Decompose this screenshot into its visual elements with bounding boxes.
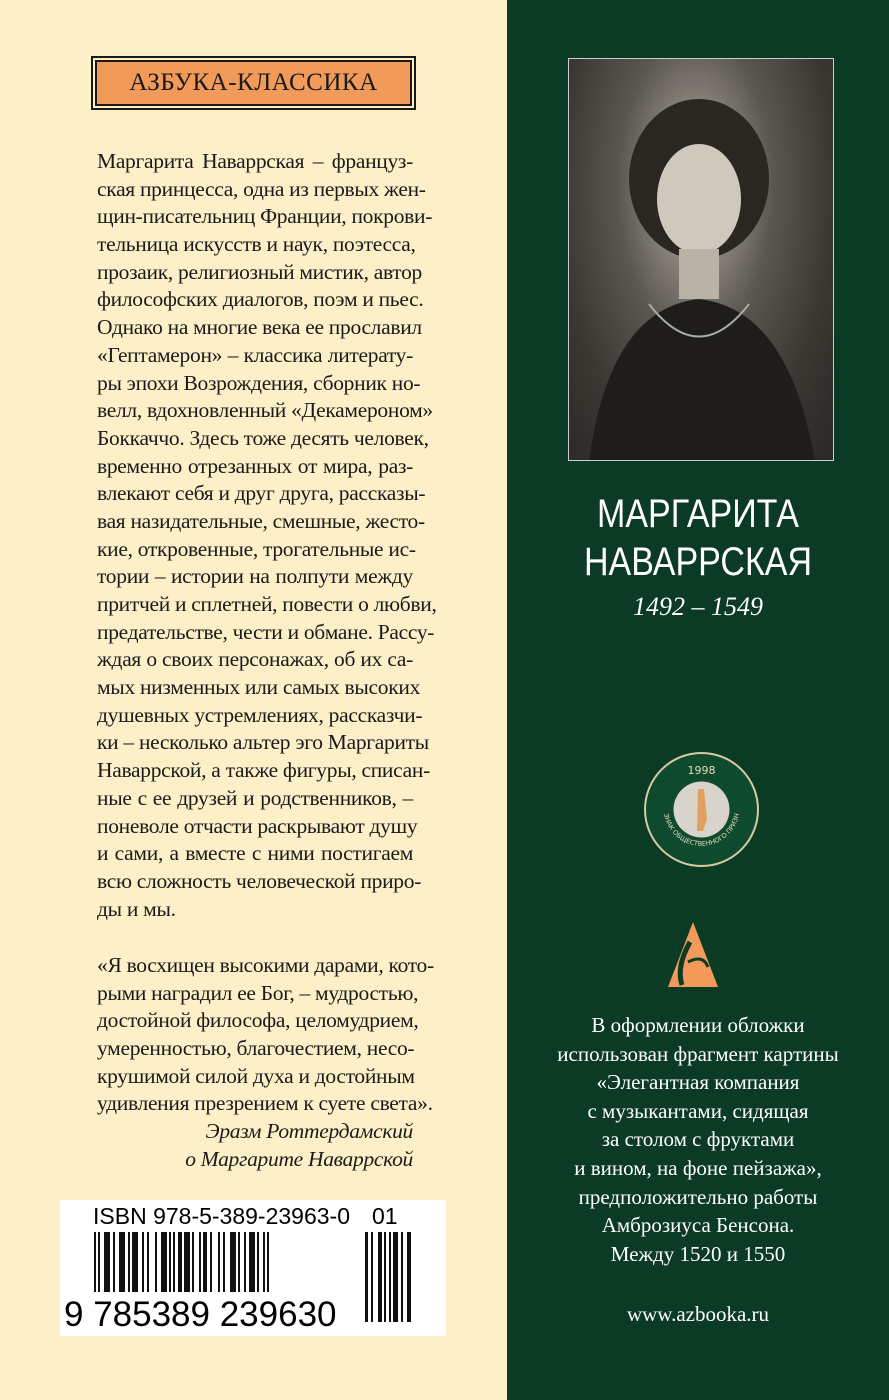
text-line: Однако на многие века ее прославил (97, 315, 422, 340)
text-line: философских диалогов, поэм и пьес. (97, 287, 424, 312)
addon-bars (365, 1232, 416, 1322)
barcode-bar (230, 1232, 236, 1292)
medal-year: 1998 (687, 764, 716, 777)
text-line: влекают себя и друг друга, рассказы- (97, 481, 426, 506)
text-line: предательстве, чести и обмане. Рассу- (97, 619, 435, 644)
credit-line: предположительно работы (578, 1184, 818, 1209)
text-line: Наваррской, а также фигуры, списан- (97, 758, 430, 783)
quote-author: Эразм Роттердамский (205, 1119, 413, 1144)
text-line: рыми наградил ее Бог, – мудростью, (97, 980, 419, 1005)
text-line: «Я восхищен высокими дарами, кото- (97, 953, 434, 977)
barcode-bar (147, 1232, 149, 1292)
barcode-bar (401, 1232, 403, 1322)
isbn-barcode (60, 1200, 446, 1336)
author-name (536, 490, 861, 586)
credit-line: с музыкантами, сидящая (587, 1098, 809, 1123)
barcode-bar (113, 1232, 115, 1292)
text-line: щин-писательниц Франции, покрови- (97, 204, 433, 229)
author-name-line: МАРГАРИТА (597, 492, 799, 536)
barcode-addon: 01 (372, 1203, 398, 1229)
credit-line: Между 1520 и 1550 (610, 1241, 786, 1266)
text-line: крушимой силой духа и достойным (97, 1063, 415, 1088)
barcode-bar (98, 1232, 100, 1292)
text-line: «Гептамерон» – классика литерату- (97, 342, 413, 367)
barcode-bar (384, 1232, 386, 1322)
barcode-bar (257, 1232, 259, 1292)
series-logo: АЗБУКА-КЛАССИКА (95, 60, 412, 106)
text-line: ждая о своих персонажах, об их са- (97, 647, 413, 672)
credit-line: В оформлении обложки (591, 1013, 805, 1037)
barcode-bar (169, 1232, 171, 1292)
barcode-bar (244, 1232, 246, 1292)
text-line: и сами, а вместе с ними постигаем (97, 841, 413, 866)
barcode-bar (378, 1232, 382, 1322)
text-line: велл, вдохновленный «Декамероном» (97, 398, 433, 423)
author-name-line: НАВАРРСКАЯ (583, 540, 813, 584)
blurb-text (97, 148, 437, 923)
credit-line: использован фрагмент картины (557, 1041, 839, 1066)
credit-line: «Элегантная компания (596, 1070, 800, 1095)
barcode-bar (94, 1232, 96, 1292)
barcode-bar (210, 1232, 212, 1292)
barcode-bar (371, 1232, 373, 1322)
credit-line: за столом с фруктами (601, 1127, 795, 1152)
barcode-bar (267, 1232, 269, 1292)
medal-text: ЗНАК ОБЩЕСТВЕННОГО ПРИЗН (661, 812, 742, 848)
text-line: ская принцесса, одна из первых жен- (97, 176, 426, 201)
text-line: ные с ее друзей и родственников, – (97, 785, 413, 810)
barcode-bar (132, 1232, 138, 1292)
text-line: временно отрезанных от мира, раз- (97, 453, 413, 478)
credit-line: и вином, на фоне пейзажа», (574, 1155, 822, 1180)
barcode-bar (192, 1232, 194, 1292)
text-line: прозаик, религиозный мистик, автор (97, 259, 422, 284)
barcode-bar (155, 1232, 157, 1292)
isbn-number: ISBN 978-5-389-23963-0 (93, 1203, 350, 1229)
ean-number: 9 785389 239630 (64, 1295, 337, 1334)
barcode-bar (161, 1232, 167, 1292)
text-line: ды и мы. (97, 896, 176, 921)
cover-credit (507, 1011, 889, 1268)
text-line: притчей и сплетней, повести о любви, (97, 592, 437, 616)
barcode-bar (223, 1232, 225, 1292)
text-line: тельница искусств и наук, поэтесса, (97, 232, 416, 257)
barcode-bar (393, 1232, 398, 1322)
portrait-sketch (569, 59, 834, 461)
text-line: Боккаччо. Здесь тоже десять человек, (97, 425, 429, 450)
author-years: 1492 – 1549 (633, 592, 763, 621)
award-medal (644, 752, 759, 867)
text-line: ры эпохи Возрождения, сборник но- (97, 370, 421, 395)
portrait-image (568, 58, 834, 461)
text-line: достойной философа, целомудрием, (97, 1008, 419, 1033)
text-line: душевных устремлениях, рассказчи- (97, 702, 423, 727)
barcode-bar (199, 1232, 201, 1292)
credit-line: Амброзиуса Бенсона. (601, 1213, 795, 1238)
barcode-bar (263, 1232, 265, 1292)
barcode-bar (218, 1232, 220, 1292)
barcode-bar (389, 1232, 391, 1322)
text-line: умеренностью, благочестием, несо- (97, 1036, 415, 1061)
quote-subject: о Маргарите Наваррской (185, 1146, 413, 1171)
text-line: удивления презрением к суете света». (97, 1091, 433, 1116)
barcode-bar (203, 1232, 207, 1292)
barcode-bar (173, 1232, 175, 1292)
text-line: мых низменных или самых высоких (97, 675, 421, 700)
website-link[interactable]: www.azbooka.ru (626, 1302, 770, 1326)
barcode-bar (104, 1232, 110, 1292)
barcode-bar (142, 1232, 144, 1292)
publisher-logo-icon (668, 922, 718, 987)
text-line: поневоле отчасти раскрывают душу (97, 813, 418, 838)
text-line: вая назидательные, смешные, жесто- (97, 508, 425, 533)
text-line: ки – несколько альтер эго Маргариты (97, 730, 429, 755)
barcode-bar (365, 1232, 368, 1322)
barcode-bar (249, 1232, 255, 1292)
barcode-bar (178, 1232, 182, 1292)
barcode-bar (128, 1232, 130, 1292)
barcode-bar (119, 1232, 125, 1292)
barcode-bar (238, 1232, 240, 1292)
text-line: кие, откровенные, трогательные ис- (97, 536, 416, 561)
barcode-bar (184, 1232, 190, 1292)
text-line: Маргарита Наваррская – француз- (97, 149, 413, 173)
quote-text (97, 952, 434, 1174)
barcode-bar (407, 1232, 411, 1322)
text-line: всю сложность человеческой приро- (97, 868, 422, 893)
text-line: тории – истории на полпути между (97, 564, 413, 589)
